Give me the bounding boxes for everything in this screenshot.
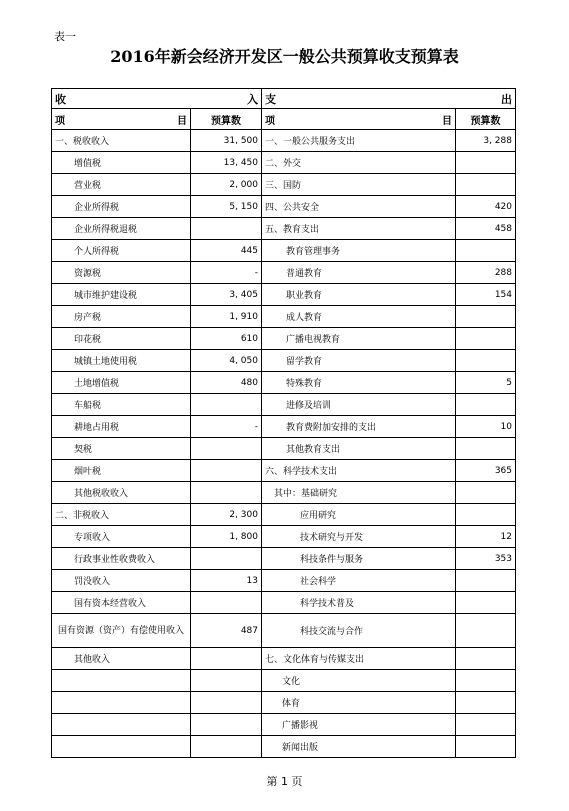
expense-value bbox=[456, 482, 516, 504]
income-value: 31, 500 bbox=[191, 130, 262, 152]
table-row bbox=[52, 714, 516, 736]
income-value bbox=[191, 736, 262, 758]
income-item: 烟叶税 bbox=[52, 460, 191, 482]
income-value: 5, 150 bbox=[191, 196, 262, 218]
table-row bbox=[52, 526, 516, 548]
expense-item: 技术研究与开发 bbox=[262, 526, 456, 548]
income-item-left: 项 bbox=[55, 115, 65, 127]
expense-value: 458 bbox=[456, 218, 516, 240]
income-item: 行政事业性收费收入 bbox=[52, 548, 191, 570]
expense-value: 12 bbox=[456, 526, 516, 548]
income-value bbox=[191, 218, 262, 240]
expense-value bbox=[456, 152, 516, 174]
income-value: - bbox=[191, 262, 262, 284]
income-item: 一、税收收入 bbox=[52, 130, 191, 152]
expense-value bbox=[456, 240, 516, 262]
table-row bbox=[52, 240, 516, 262]
expense-item: 三、国防 bbox=[262, 174, 456, 196]
income-value: 445 bbox=[191, 240, 262, 262]
section-header-row bbox=[52, 89, 516, 109]
table-row bbox=[52, 736, 516, 758]
expense-value bbox=[456, 736, 516, 758]
expense-item: 社会科学 bbox=[262, 570, 456, 592]
income-item: 车船税 bbox=[52, 394, 191, 416]
expense-header-right: 出 bbox=[501, 92, 512, 106]
income-item: 罚没收入 bbox=[52, 570, 191, 592]
table-row bbox=[52, 196, 516, 218]
expense-item: 文化 bbox=[262, 670, 456, 692]
income-item bbox=[52, 714, 191, 736]
expense-item: 进修及培训 bbox=[262, 394, 456, 416]
income-header-right: 入 bbox=[247, 92, 258, 106]
income-value: 610 bbox=[191, 328, 262, 350]
income-item: 个人所得税 bbox=[52, 240, 191, 262]
income-item: 增值税 bbox=[52, 152, 191, 174]
table-row bbox=[52, 504, 516, 526]
income-item: 专项收入 bbox=[52, 526, 191, 548]
expense-item: 科技交流与合作 bbox=[262, 614, 456, 648]
income-value bbox=[191, 460, 262, 482]
income-item bbox=[52, 736, 191, 758]
table-row bbox=[52, 394, 516, 416]
income-value bbox=[191, 670, 262, 692]
expense-item: 广播影视 bbox=[262, 714, 456, 736]
income-item bbox=[52, 692, 191, 714]
income-value: 1, 800 bbox=[191, 526, 262, 548]
expense-value bbox=[456, 692, 516, 714]
table-row bbox=[52, 592, 516, 614]
table-row bbox=[52, 372, 516, 394]
income-item: 其他收入 bbox=[52, 648, 191, 670]
table-row bbox=[52, 460, 516, 482]
expense-item: 其中：基础研究 bbox=[262, 482, 456, 504]
expense-header-left: 支 bbox=[265, 92, 276, 106]
expense-value bbox=[456, 570, 516, 592]
expense-value bbox=[456, 614, 516, 648]
expense-value bbox=[456, 174, 516, 196]
expense-value bbox=[456, 438, 516, 460]
income-item: 国有资本经营收入 bbox=[52, 592, 191, 614]
income-item-right: 目 bbox=[177, 115, 187, 127]
expense-item: 其他教育支出 bbox=[262, 438, 456, 460]
expense-item: 新闻出版 bbox=[262, 736, 456, 758]
income-item: 契税 bbox=[52, 438, 191, 460]
column-header-row bbox=[52, 109, 516, 130]
expense-value: 288 bbox=[456, 262, 516, 284]
table-row bbox=[52, 152, 516, 174]
expense-item: 教育管理事务 bbox=[262, 240, 456, 262]
expense-item: 五、教育支出 bbox=[262, 218, 456, 240]
income-item: 土地增值税 bbox=[52, 372, 191, 394]
income-value bbox=[191, 648, 262, 670]
expense-item: 职业教育 bbox=[262, 284, 456, 306]
expense-section-header bbox=[262, 89, 516, 109]
table-row bbox=[52, 670, 516, 692]
expense-value: 3, 288 bbox=[456, 130, 516, 152]
income-value bbox=[191, 394, 262, 416]
expense-item-left: 项 bbox=[265, 115, 275, 127]
table-tag: 表一 bbox=[54, 30, 76, 43]
table-row bbox=[52, 570, 516, 592]
table-row bbox=[52, 262, 516, 284]
expense-item-header bbox=[262, 109, 456, 130]
income-budget-header: 预算数 bbox=[191, 109, 262, 130]
income-value: 4, 050 bbox=[191, 350, 262, 372]
expense-value bbox=[456, 350, 516, 372]
table-row bbox=[52, 306, 516, 328]
expense-item: 七、文化体育与传媒支出 bbox=[262, 648, 456, 670]
expense-value: 353 bbox=[456, 548, 516, 570]
income-item-header bbox=[52, 109, 191, 130]
income-value: 3, 405 bbox=[191, 284, 262, 306]
table-row bbox=[52, 416, 516, 438]
table-row bbox=[52, 614, 516, 648]
page-title: 2016年新会经济开发区一般公共预算收支预算表 bbox=[110, 47, 459, 66]
table-row bbox=[52, 548, 516, 570]
expense-value bbox=[456, 648, 516, 670]
expense-value: 10 bbox=[456, 416, 516, 438]
income-item: 二、非税收入 bbox=[52, 504, 191, 526]
income-item: 企业所得税 bbox=[52, 196, 191, 218]
income-value: - bbox=[191, 416, 262, 438]
income-value: 13 bbox=[191, 570, 262, 592]
expense-value bbox=[456, 714, 516, 736]
income-item: 印花税 bbox=[52, 328, 191, 350]
income-value bbox=[191, 714, 262, 736]
income-item: 房产税 bbox=[52, 306, 191, 328]
income-value bbox=[191, 592, 262, 614]
expense-value bbox=[456, 394, 516, 416]
expense-item: 特殊教育 bbox=[262, 372, 456, 394]
expense-item: 四、公共安全 bbox=[262, 196, 456, 218]
budget-table bbox=[51, 88, 516, 758]
expense-item-right: 目 bbox=[442, 115, 452, 127]
expense-item: 普通教育 bbox=[262, 262, 456, 284]
table-row bbox=[52, 218, 516, 240]
income-value bbox=[191, 482, 262, 504]
expense-item: 六、科学技术支出 bbox=[262, 460, 456, 482]
income-value bbox=[191, 438, 262, 460]
income-item: 耕地占用税 bbox=[52, 416, 191, 438]
income-value: 1, 910 bbox=[191, 306, 262, 328]
table-row bbox=[52, 350, 516, 372]
expense-value bbox=[456, 670, 516, 692]
expense-value bbox=[456, 306, 516, 328]
income-item: 城市维护建设税 bbox=[52, 284, 191, 306]
expense-item: 成人教育 bbox=[262, 306, 456, 328]
income-header-left: 收 bbox=[55, 92, 66, 106]
income-value: 487 bbox=[191, 614, 262, 648]
expense-value bbox=[456, 504, 516, 526]
page-number: 第 1 页 bbox=[266, 775, 303, 788]
table-row bbox=[52, 284, 516, 306]
expense-item: 科技条件与服务 bbox=[262, 548, 456, 570]
expense-item: 教育费附加安排的支出 bbox=[262, 416, 456, 438]
expense-value: 365 bbox=[456, 460, 516, 482]
expense-item: 留学教育 bbox=[262, 350, 456, 372]
income-value: 2, 300 bbox=[191, 504, 262, 526]
expense-item: 科学技术普及 bbox=[262, 592, 456, 614]
expense-item: 二、外交 bbox=[262, 152, 456, 174]
table-row bbox=[52, 130, 516, 152]
table-row bbox=[52, 174, 516, 196]
table-row bbox=[52, 482, 516, 504]
table-row bbox=[52, 692, 516, 714]
expense-item: 一、一般公共服务支出 bbox=[262, 130, 456, 152]
income-item: 国有资源（资产）有偿使用收入 bbox=[52, 614, 191, 648]
income-value bbox=[191, 548, 262, 570]
income-item: 城镇土地使用税 bbox=[52, 350, 191, 372]
expense-budget-header: 预算数 bbox=[456, 109, 516, 130]
expense-value: 154 bbox=[456, 284, 516, 306]
income-value: 13, 450 bbox=[191, 152, 262, 174]
income-value: 480 bbox=[191, 372, 262, 394]
expense-item: 广播电视教育 bbox=[262, 328, 456, 350]
income-item: 营业税 bbox=[52, 174, 191, 196]
income-value: 2, 000 bbox=[191, 174, 262, 196]
income-section-header bbox=[52, 89, 262, 109]
table-row bbox=[52, 438, 516, 460]
income-item: 企业所得税退税 bbox=[52, 218, 191, 240]
expense-item: 应用研究 bbox=[262, 504, 456, 526]
expense-value bbox=[456, 592, 516, 614]
income-item: 其他税收收入 bbox=[52, 482, 191, 504]
income-value bbox=[191, 692, 262, 714]
table-row bbox=[52, 328, 516, 350]
income-item bbox=[52, 670, 191, 692]
expense-value bbox=[456, 328, 516, 350]
table-row bbox=[52, 648, 516, 670]
expense-value: 420 bbox=[456, 196, 516, 218]
expense-item: 体育 bbox=[262, 692, 456, 714]
income-item: 资源税 bbox=[52, 262, 191, 284]
expense-value: 5 bbox=[456, 372, 516, 394]
